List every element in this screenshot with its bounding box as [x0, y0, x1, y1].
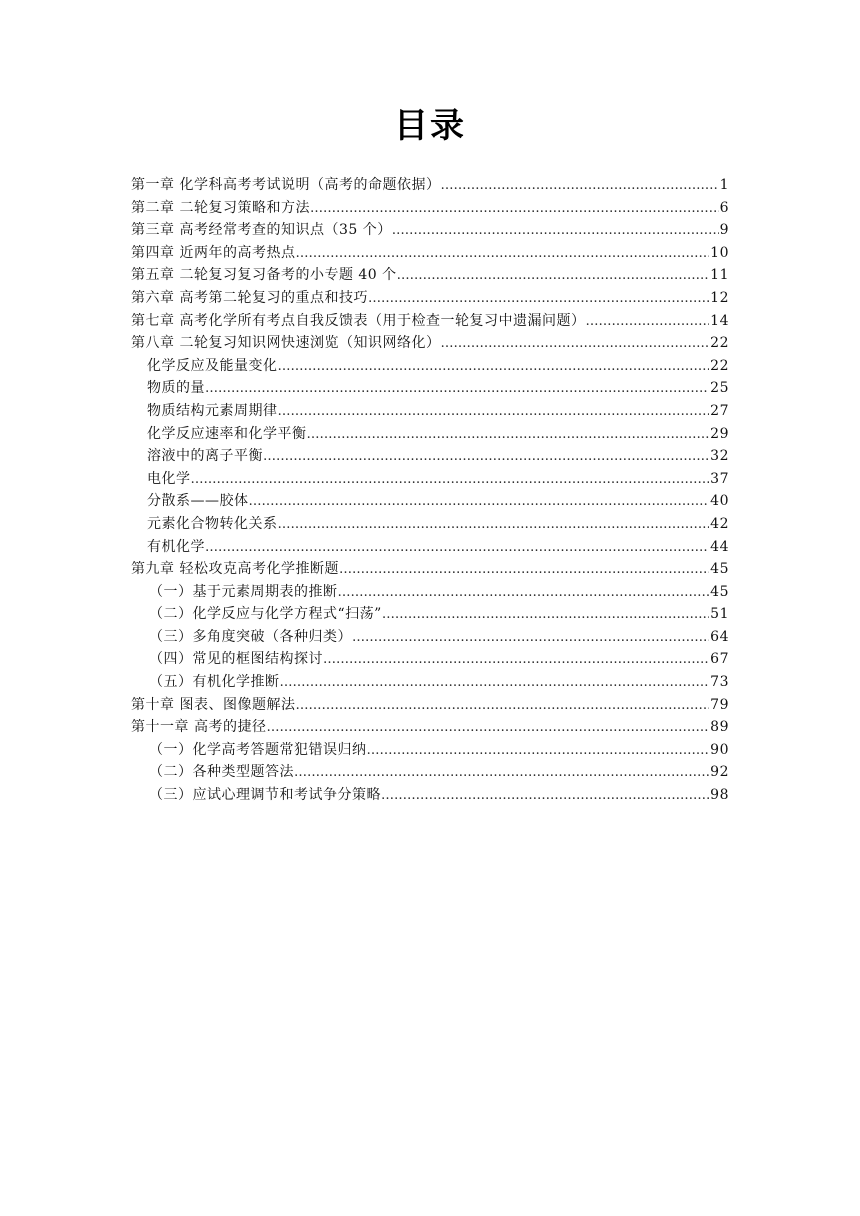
toc-dot-leader: [368, 288, 709, 311]
toc-section-entry[interactable]: [131, 400, 729, 423]
toc-page-number: 14: [710, 312, 729, 329]
toc-dot-leader: [294, 762, 709, 785]
toc-chapter-entry[interactable]: [131, 219, 729, 242]
toc-page-number: 67: [710, 651, 729, 668]
toc-dot-leader: [307, 424, 710, 447]
toc-chapter-entry[interactable]: [131, 197, 729, 220]
toc-section-entry[interactable]: [131, 355, 729, 378]
toc-entry-label: 第五章 二轮复习复习备考的小专题 40 个: [131, 267, 397, 284]
toc-section-entry[interactable]: [131, 784, 729, 807]
toc-dot-leader: [367, 740, 710, 763]
toc-page-number: 6: [719, 199, 729, 216]
toc-page-number: 79: [710, 696, 729, 713]
toc-section-entry[interactable]: [131, 761, 729, 784]
toc-page-number: 10: [710, 244, 729, 261]
toc-page-number: 29: [710, 425, 729, 442]
toc-section-entry[interactable]: [131, 468, 729, 491]
toc-page-number: 73: [710, 674, 729, 691]
toc-entry-label: 物质结构元素周期律: [147, 402, 278, 419]
toc-section-entry[interactable]: [131, 445, 729, 468]
toc-dot-leader: [310, 198, 719, 221]
toc-chapter-entry[interactable]: [131, 310, 729, 333]
toc-chapter-entry[interactable]: [131, 558, 729, 581]
toc-entry-label: 有机化学: [147, 538, 205, 555]
toc-section-entry[interactable]: [131, 626, 729, 649]
table-of-contents: [131, 174, 729, 807]
toc-dot-leader: [339, 559, 709, 582]
toc-entry-label: 化学反应及能量变化: [147, 357, 278, 374]
toc-entry-label: （一）化学高考答题常犯错误归纳: [149, 741, 367, 758]
toc-entry-label: 第三章 高考经常考查的知识点（35 个）: [131, 222, 392, 239]
toc-chapter-entry[interactable]: [131, 264, 729, 287]
toc-dot-leader: [280, 672, 710, 695]
toc-page-number: 42: [710, 515, 729, 532]
toc-dot-leader: [352, 627, 709, 650]
toc-dot-leader: [263, 446, 709, 469]
toc-page-number: 90: [710, 741, 729, 758]
toc-chapter-entry[interactable]: [131, 716, 729, 739]
toc-entry-label: 第九章 轻松攻克高考化学推断题: [131, 561, 339, 578]
toc-entry-label: 第一章 化学科高考考试说明（高考的命题依据）: [131, 177, 441, 193]
toc-dot-leader: [249, 491, 710, 514]
toc-dot-leader: [397, 265, 710, 288]
toc-page-number: 37: [710, 470, 729, 487]
toc-page-number: 32: [710, 448, 729, 465]
toc-section-entry[interactable]: [131, 671, 729, 694]
toc-chapter-entry[interactable]: [131, 694, 729, 717]
toc-entry-label: （二）各种类型题答法: [149, 764, 294, 781]
toc-entry-label: （三）多角度突破（各种归类）: [149, 628, 352, 645]
toc-page-number: 11: [710, 267, 729, 284]
toc-page-number: 12: [710, 289, 729, 306]
page-title: 目录: [394, 106, 466, 146]
toc-entry-label: 分散系——胶体: [147, 493, 249, 510]
toc-section-entry[interactable]: [131, 490, 729, 513]
toc-chapter-entry[interactable]: [131, 174, 729, 197]
toc-entry-label: 电化学: [147, 470, 191, 487]
toc-section-entry[interactable]: [131, 739, 729, 762]
toc-page-number: 40: [710, 493, 729, 510]
toc-page-number: 25: [710, 380, 729, 397]
toc-page-number: 92: [710, 764, 729, 781]
toc-entry-label: 第十章 图表、图像题解法: [131, 696, 296, 713]
toc-page-number: 51: [710, 606, 729, 623]
toc-section-entry[interactable]: [131, 423, 729, 446]
toc-dot-leader: [205, 378, 709, 401]
toc-chapter-entry[interactable]: [131, 242, 729, 265]
toc-entry-label: 第二章 二轮复习策略和方法: [131, 199, 310, 216]
toc-dot-leader: [295, 695, 709, 718]
toc-entry-label: （三）应试心理调节和考试争分策略: [149, 787, 381, 804]
toc-dot-leader: [381, 785, 709, 808]
toc-entry-label: 溶液中的离子平衡: [147, 448, 263, 465]
toc-dot-leader: [392, 220, 719, 243]
toc-dot-leader: [323, 649, 709, 672]
toc-entry-label: 物质的量: [147, 380, 205, 397]
toc-dot-leader: [191, 469, 710, 492]
toc-entry-label: 第十一章 高考的捷径: [131, 719, 267, 736]
toc-dot-leader: [585, 311, 709, 334]
toc-dot-leader: [440, 175, 718, 198]
toc-page-number: 45: [710, 583, 729, 600]
toc-entry-label: （一）基于元素周期表的推断: [149, 583, 338, 600]
toc-section-entry[interactable]: [131, 513, 729, 536]
toc-dot-leader: [205, 537, 709, 560]
toc-page-number: 27: [710, 402, 729, 419]
toc-section-entry[interactable]: [131, 536, 729, 559]
toc-dot-leader: [278, 356, 710, 379]
toc-dot-leader: [266, 717, 709, 740]
toc-dot-leader: [295, 243, 709, 266]
toc-page-number: 64: [710, 628, 729, 645]
toc-section-entry[interactable]: [131, 603, 729, 626]
toc-page-number: 22: [710, 357, 729, 374]
toc-section-entry[interactable]: [131, 377, 729, 400]
toc-entry-label: 第四章 近两年的高考热点: [131, 244, 296, 261]
toc-dot-leader: [278, 401, 710, 424]
toc-page-number: 1: [719, 177, 729, 193]
toc-entry-label: 第六章 高考第二轮复习的重点和技巧: [131, 289, 368, 306]
toc-section-entry[interactable]: [131, 648, 729, 671]
toc-entry-label: （二）化学反应与化学方程式“扫荡”: [149, 606, 382, 623]
toc-dot-leader: [338, 582, 710, 605]
toc-entry-label: 化学反应速率和化学平衡: [147, 425, 307, 442]
toc-page-number: 89: [710, 719, 729, 736]
toc-section-entry[interactable]: [131, 581, 729, 604]
toc-page-number: 9: [719, 222, 729, 239]
toc-entry-label: （四）常见的框图结构探讨: [149, 651, 323, 668]
toc-entry-label: 第八章 二轮复习知识网快速浏览（知识网络化）: [131, 335, 441, 352]
toc-entry-label: （五）有机化学推断: [149, 674, 280, 691]
toc-page-number: 22: [710, 335, 729, 352]
toc-dot-leader: [440, 333, 709, 356]
toc-entry-label: 第七章 高考化学所有考点自我反馈表（用于检查一轮复习中遗漏问题）: [131, 312, 586, 329]
toc-dot-leader: [382, 604, 709, 627]
toc-page-number: 45: [710, 561, 729, 578]
toc-dot-leader: [278, 514, 710, 537]
toc-entry-label: 元素化合物转化关系: [147, 515, 278, 532]
toc-page-number: 44: [710, 538, 729, 555]
toc-chapter-entry[interactable]: [131, 332, 729, 355]
toc-chapter-entry[interactable]: [131, 287, 729, 310]
toc-page-number: 98: [710, 787, 729, 804]
